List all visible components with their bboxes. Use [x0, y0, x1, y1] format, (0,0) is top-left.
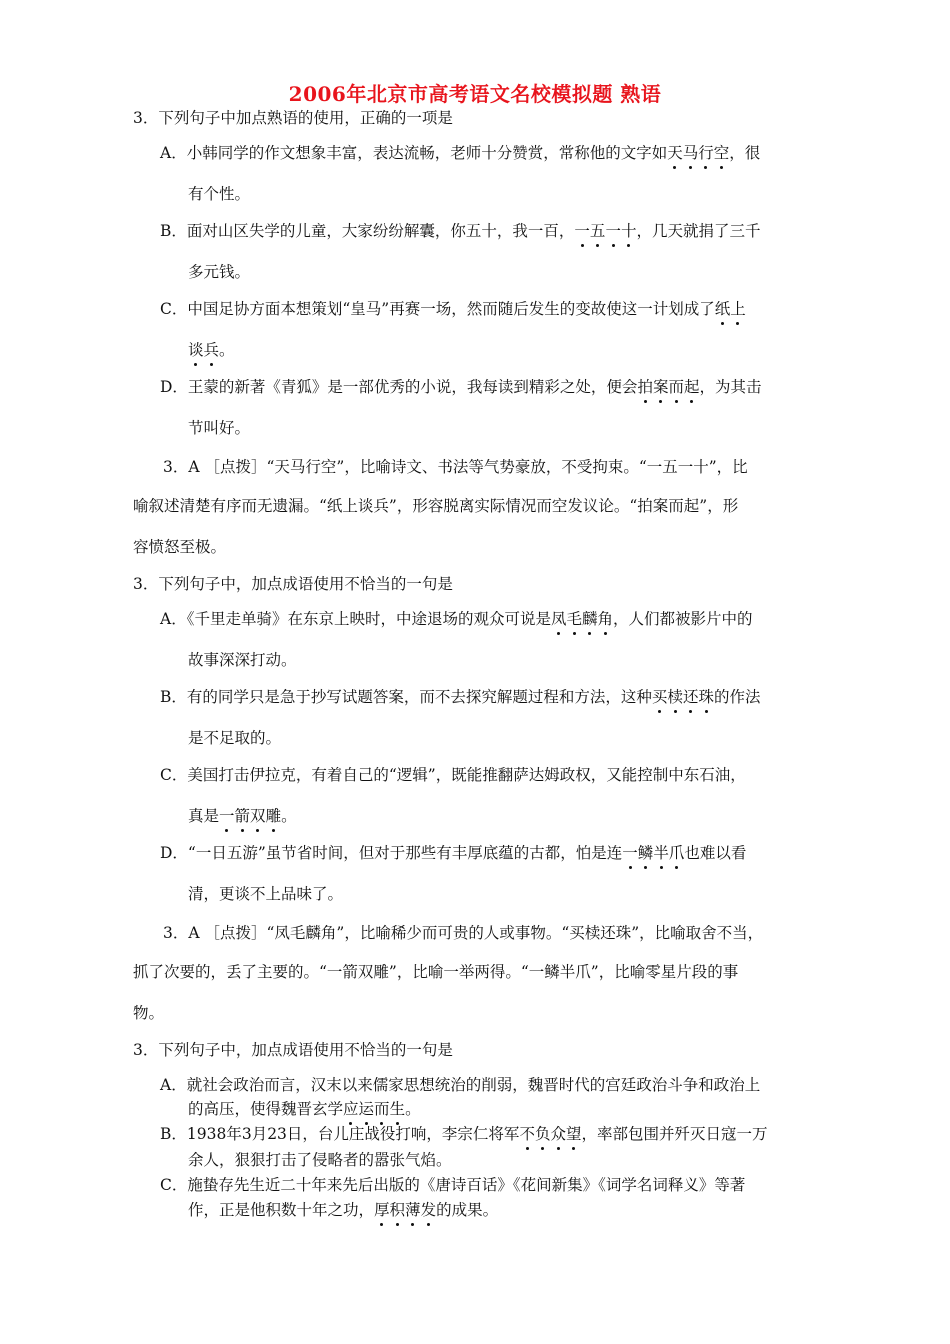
- question-stem: [133, 572, 453, 594]
- text-segment: C．施蛰存先生近二十年来先后出版的《唐诗百话》《花间新集》《词学名词释义》等著: [160, 1176, 746, 1194]
- emphasized-idiom: 一箭双雕: [219, 807, 281, 825]
- option-b: [160, 1122, 768, 1144]
- text-segment: D．王蒙的新著《青狐》是一部优秀的小说，我每读到精彩之处，便会: [160, 378, 638, 396]
- emphasized-idiom: 一五一十: [574, 222, 636, 240]
- text-segment: ，率部包围并歼灭日寇一万: [581, 1125, 768, 1143]
- emphasized-idiom: 谈兵: [188, 341, 219, 359]
- question-stem: [133, 106, 453, 128]
- option-d: [160, 841, 746, 863]
- text-segment: 节叫好。: [188, 419, 251, 437]
- text-segment: B．面对山区失学的儿童，大家纷纷解囊，你五十，我一百，: [160, 222, 575, 240]
- option-a: [160, 141, 760, 163]
- text-segment: ，很: [729, 144, 761, 162]
- option-c-cont: [188, 804, 297, 826]
- option-c-cont: [188, 338, 235, 360]
- option-b: [160, 219, 760, 241]
- answer-explanation-cont: [133, 494, 738, 516]
- text-segment: 的成果。: [436, 1201, 499, 1219]
- answer-explanation: [163, 455, 748, 477]
- emphasized-idiom: 厚积薄发: [374, 1201, 436, 1219]
- text-segment: 多元钱。: [188, 263, 251, 281]
- option-b-cont: [188, 1148, 452, 1170]
- text-segment: ，人们都被影片中的: [613, 610, 753, 628]
- text-segment: 余人，狠狠打击了侵略者的嚣张气焰。: [188, 1151, 452, 1169]
- option-a-cont: [188, 648, 297, 670]
- text-segment: 故事深深打动。: [188, 651, 297, 669]
- text-segment: 真是: [188, 807, 220, 825]
- text-segment: 3．下列句子中加点熟语的使用，正确的一项是: [133, 109, 453, 127]
- text-segment: B．有的同学只是急于抄写试题答案，而不去探究解题过程和方法，这种: [160, 688, 652, 706]
- text-segment: 3．下列句子中，加点成语使用不恰当的一句是: [133, 575, 453, 593]
- answer-explanation-cont: [133, 1001, 164, 1023]
- text-segment: 清，更谈不上品味了。: [188, 885, 344, 903]
- text-segment: 抓了次要的，丢了主要的。“一箭双雕”，比喻一举两得。“一鳞半爪”，比喻零星片段的事: [133, 963, 739, 981]
- option-b: [160, 685, 760, 707]
- option-c-cont: [188, 1198, 498, 1220]
- text-segment: A．就社会政治而言，汉末以来儒家思想统治的削弱，魏晋时代的宫廷政治斗争和政治上: [160, 1076, 761, 1094]
- emphasized-idiom: 应运而生: [343, 1100, 405, 1118]
- text-segment: A．小韩同学的作文想象丰富，表达流畅，老师十分赞赏，常称他的文字如: [160, 144, 668, 162]
- text-segment: 也难以看: [684, 844, 747, 862]
- emphasized-idiom: 纸上: [715, 300, 746, 318]
- text-segment: C．美国打击伊拉克，有着自己的“逻辑”，既能推翻萨达姆政权，又能控制中东石油，: [160, 766, 746, 784]
- text-segment: D．“一日五游”虽节省时间，但对于那些有丰厚底蕴的古都，怕是连: [160, 844, 623, 862]
- option-b-cont: [188, 726, 281, 748]
- option-a: [160, 1073, 760, 1095]
- text-segment: 是不足取的。: [188, 729, 282, 747]
- emphasized-idiom: 一鳞半爪: [622, 844, 684, 862]
- page-title: 2006年北京市高考语文名校模拟题 熟语: [288, 82, 662, 106]
- text-segment: 3．A ［点拨］“凤毛麟角”，比喻稀少而可贵的人或事物。“买椟还珠”，比喻取舍不当，: [163, 924, 764, 942]
- text-segment: ，为其击: [699, 378, 762, 396]
- text-segment: B．1938年3月23日，台儿庄战役打响，李宗仁将军: [160, 1125, 520, 1143]
- text-segment: 有个性。: [188, 185, 251, 203]
- emphasized-idiom: 天马行空: [667, 144, 729, 162]
- text-segment: 。: [281, 807, 297, 825]
- emphasized-idiom: 买椟还珠: [652, 688, 714, 706]
- option-d: [160, 375, 762, 397]
- option-a-cont: [188, 182, 250, 204]
- text-segment: 的高压，使得魏晋玄学: [188, 1100, 344, 1118]
- answer-explanation-cont: [133, 960, 738, 982]
- text-segment: 作，正是他积数十年之功，: [188, 1201, 375, 1219]
- text-segment: 的作法: [713, 688, 761, 706]
- text-segment: ，几天就捐了三千: [636, 222, 761, 240]
- answer-explanation: [163, 921, 763, 943]
- text-segment: A．《千里走单骑》在东京上映时，中途退场的观众可说是: [160, 610, 551, 628]
- text-segment: 3．A ［点拨］“天马行空”，比喻诗文、书法等气势豪放，不受拘束。“一五一十”，比: [163, 458, 748, 476]
- option-b-cont: [188, 260, 250, 282]
- question-stem: [133, 1038, 453, 1060]
- option-d-cont: [188, 882, 343, 904]
- text-segment: C．中国足协方面本想策划“皇马”再赛一场，然而随后发生的变故使这一计划成了: [160, 300, 715, 318]
- emphasized-idiom: 凤毛麟角: [551, 610, 613, 628]
- text-segment: 喻叙述清楚有序而无遗漏。“纸上谈兵”，形容脱离实际情况而空发议论。“拍案而起”，形: [133, 497, 739, 515]
- text-segment: 容愤怒至极。: [133, 538, 227, 556]
- emphasized-idiom: 不负众望: [519, 1125, 581, 1143]
- option-a: [160, 607, 753, 629]
- text-segment: 3．下列句子中，加点成语使用不恰当的一句是: [133, 1041, 453, 1059]
- option-d-cont: [188, 416, 250, 438]
- text-segment: 物。: [133, 1004, 165, 1022]
- option-c: [160, 1173, 745, 1195]
- option-c: [160, 763, 746, 785]
- text-segment: 。: [405, 1100, 421, 1118]
- answer-explanation-cont: [133, 535, 226, 557]
- text-segment: 。: [219, 341, 235, 359]
- emphasized-idiom: 拍案而起: [637, 378, 699, 396]
- option-c: [160, 297, 746, 319]
- option-a-cont: [188, 1097, 421, 1119]
